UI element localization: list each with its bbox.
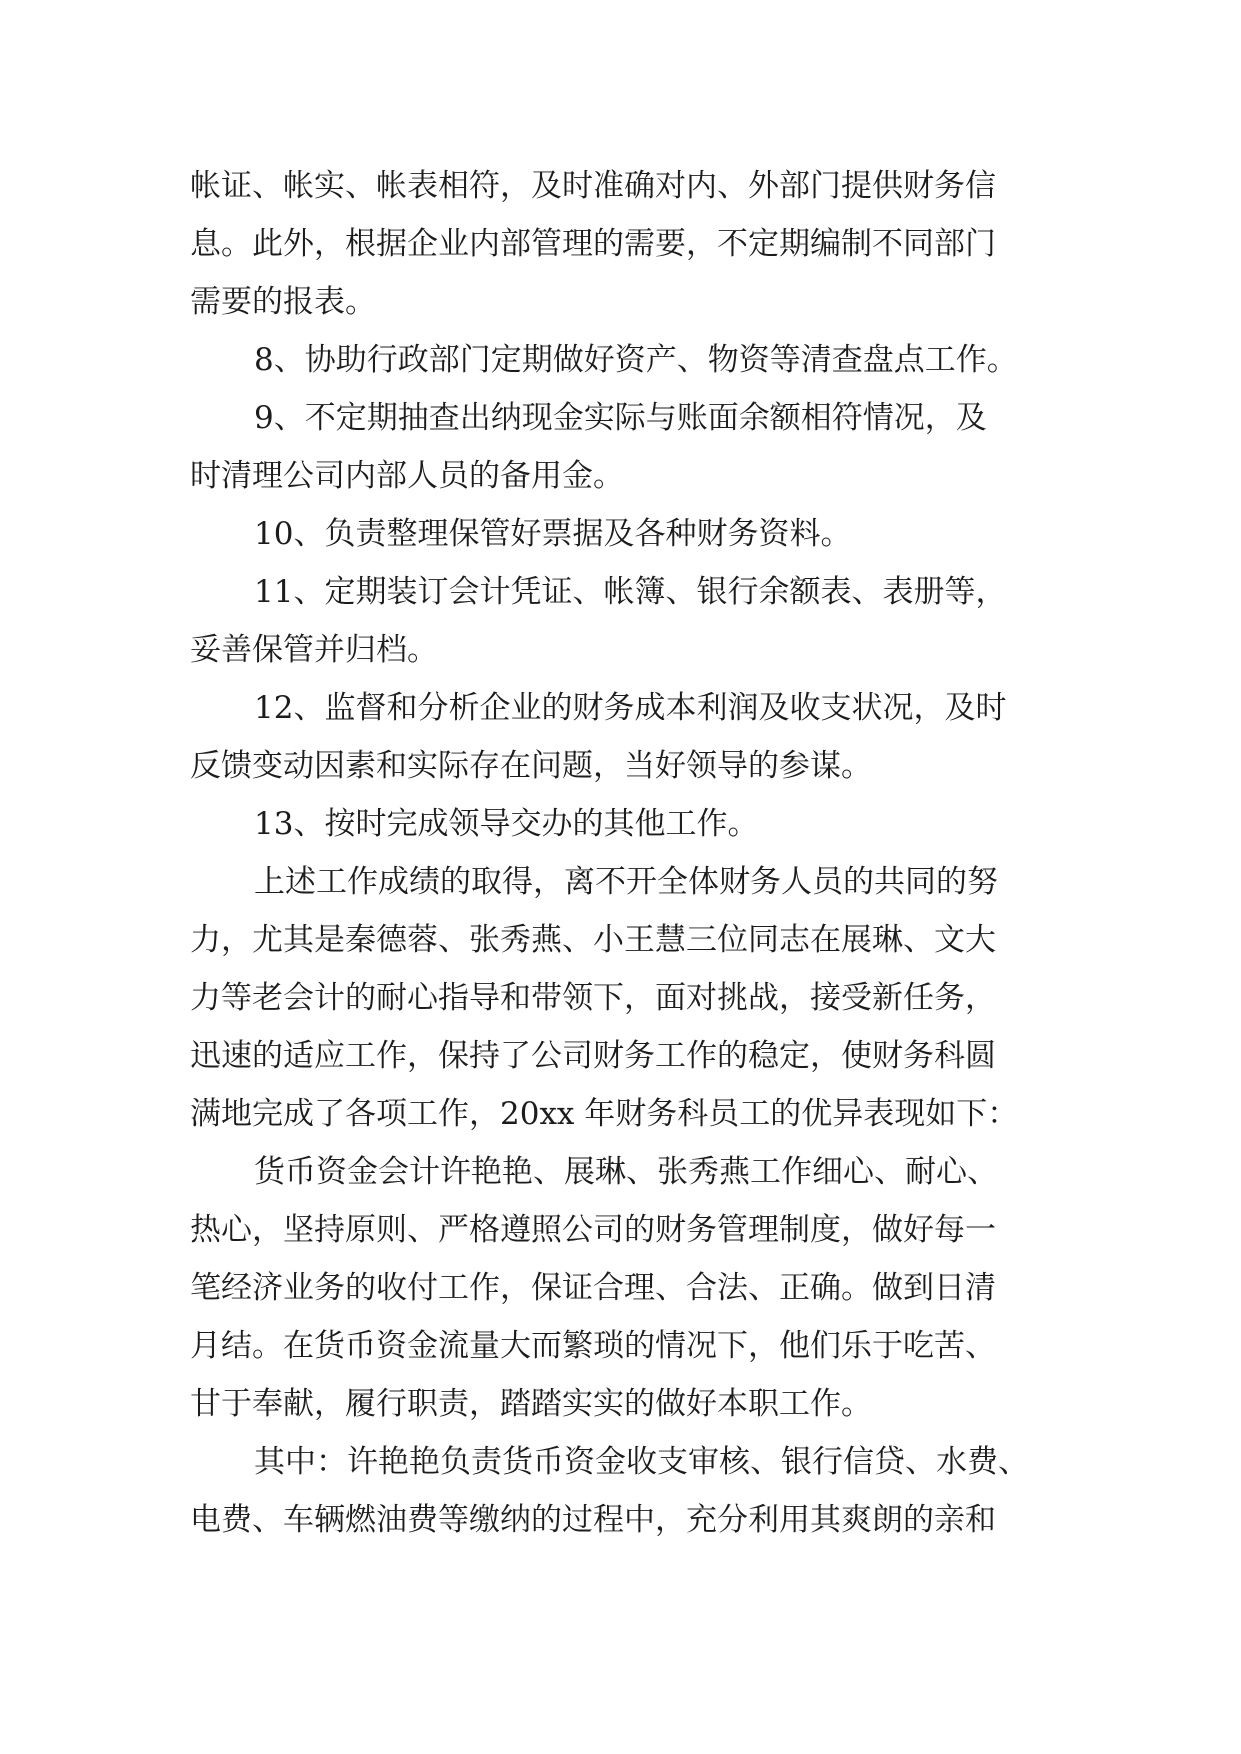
text-line: 上述工作成绩的取得，离不开全体财务人员的共同的努 <box>254 864 998 900</box>
text-line: 10、负责整理保管好票据及各种财务资料。 <box>254 516 852 552</box>
text-line: 时清理公司内部人员的备用金。 <box>190 458 624 494</box>
text-line: 甘于奉献，履行职责，踏踏实实的做好本职工作。 <box>190 1386 872 1422</box>
text-line: 笔经济业务的收付工作，保证合理、合法、正确。做到日清 <box>190 1270 996 1306</box>
text-line: 满地完成了各项工作，20xx 年财务科员工的优异表现如下： <box>190 1096 1019 1132</box>
text-line: 8、协助行政部门定期做好资产、物资等清查盘点工作。 <box>254 342 1018 378</box>
text-line: 妥善保管并归档。 <box>190 632 438 668</box>
text-line: 反馈变动因素和实际存在问题，当好领导的参谋。 <box>190 748 872 784</box>
text-line: 需要的报表。 <box>190 284 376 320</box>
text-line: 12、监督和分析企业的财务成本利润及收支状况，及时 <box>254 690 1007 726</box>
text-line: 热心，坚持原则、严格遵照公司的财务管理制度，做好每一 <box>190 1212 996 1248</box>
text-line: 力，尤其是秦德蓉、张秀燕、小王慧三位同志在展琳、文大 <box>190 922 996 958</box>
text-line: 月结。在货币资金流量大而繁琐的情况下，他们乐于吃苦、 <box>190 1328 996 1364</box>
text-line: 力等老会计的耐心指导和带领下，面对挑战，接受新任务， <box>190 980 996 1016</box>
text-line: 息。此外，根据企业内部管理的需要，不定期编制不同部门 <box>190 226 996 262</box>
text-line: 其中：许艳艳负责货币资金收支审核、银行信贷、水费、 <box>254 1444 1029 1480</box>
text-line: 帐证、帐实、帐表相符，及时准确对内、外部门提供财务信 <box>190 168 996 204</box>
text-line: 迅速的适应工作，保持了公司财务工作的稳定，使财务科圆 <box>190 1038 996 1074</box>
text-line: 电费、车辆燃油费等缴纳的过程中，充分利用其爽朗的亲和 <box>190 1502 996 1538</box>
text-line: 9、不定期抽查出纳现金实际与账面余额相符情况，及 <box>254 400 987 436</box>
text-line: 11、定期装订会计凭证、帐簿、银行余额表、表册等， <box>254 574 1007 610</box>
text-line: 13、按时完成领导交办的其他工作。 <box>254 806 759 842</box>
text-line: 货币资金会计许艳艳、展琳、张秀燕工作细心、耐心、 <box>254 1154 998 1190</box>
